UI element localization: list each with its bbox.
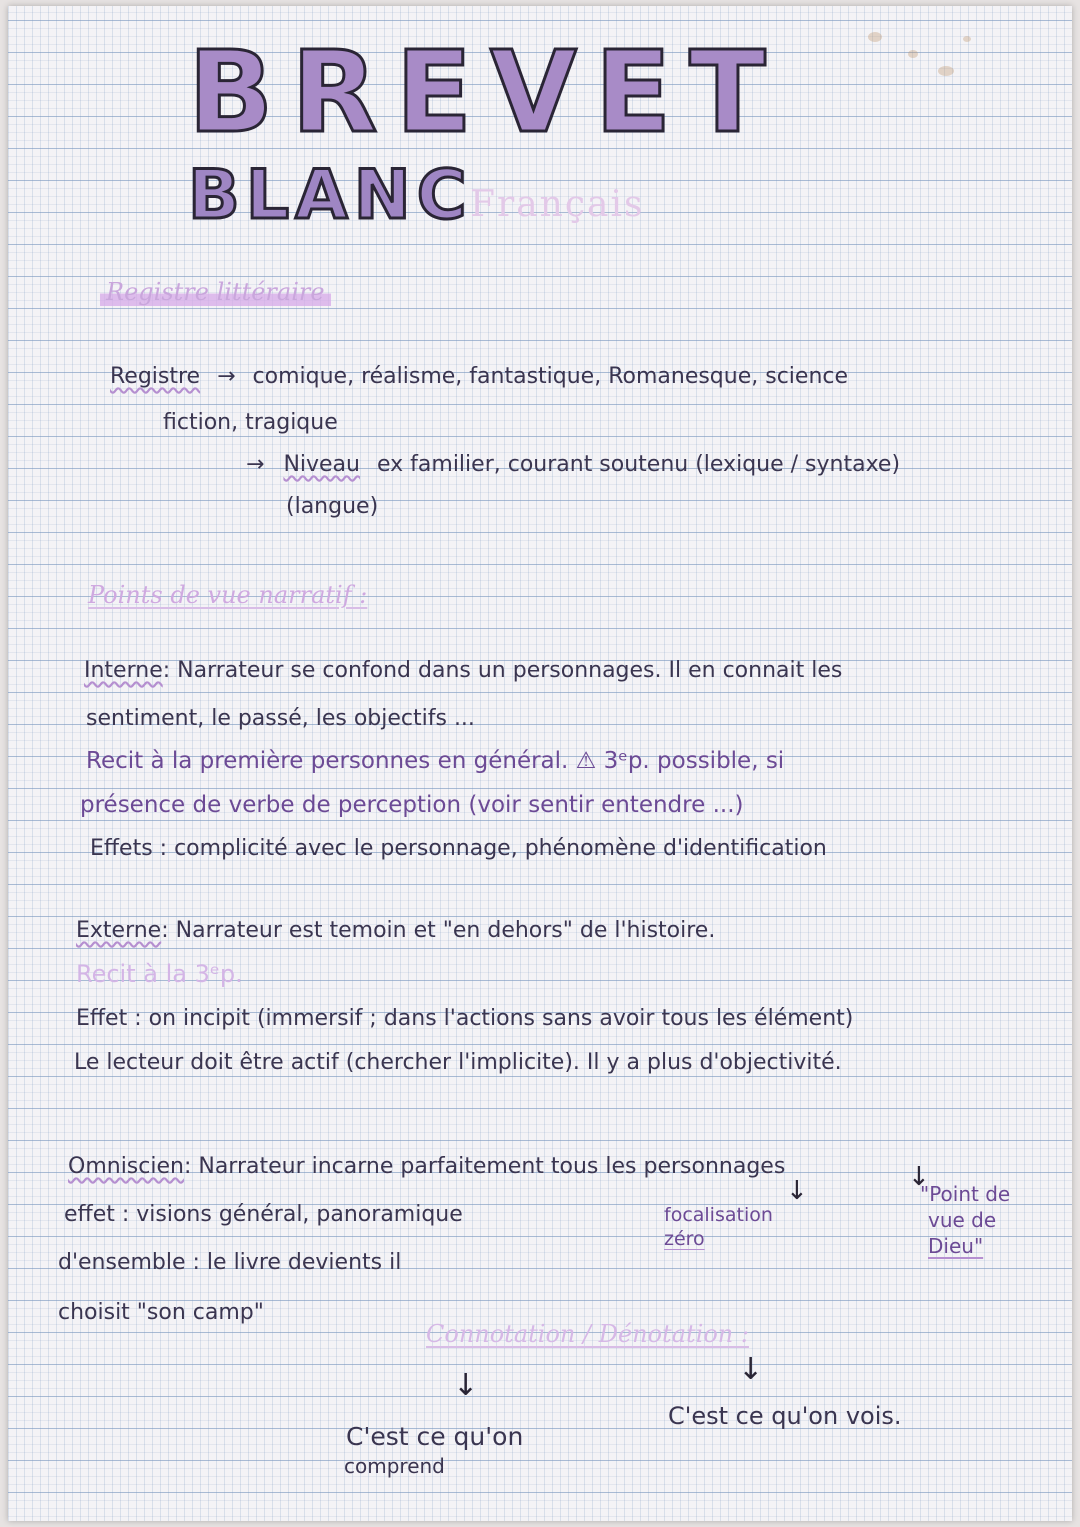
registre-list: comique, réalisme, fantastique, Romanesque, science <box>252 364 849 389</box>
subject-label: Français <box>470 184 645 225</box>
stain-decoration <box>963 36 971 42</box>
arrow-icon: → <box>246 452 265 477</box>
connotation-definition-1: C'est ce qu'on <box>346 1422 524 1451</box>
focalisation-label-1: focalisation <box>664 1204 773 1226</box>
interne-term: Interne <box>84 658 163 683</box>
arrow-down-icon: ↓ <box>453 1368 479 1403</box>
heading-text: Registre littéraire <box>100 278 331 306</box>
registre-line-1 <box>110 364 848 389</box>
notebook-page <box>8 6 1072 1521</box>
arrow-down-icon: ↓ <box>908 1162 930 1192</box>
omniscient-term: Omniscien <box>68 1154 184 1179</box>
niveau-term: Niveau <box>283 452 360 477</box>
arrow-down-icon: ↓ <box>786 1176 808 1206</box>
interne-line-5: Effets : complicité avec le personnage, phénomène d'identification <box>90 836 827 861</box>
interne-line-4: présence de verbe de perception (voir sentir entendre ...) <box>80 792 744 818</box>
externe-line-4: Le lecteur doit être actif (chercher l'implicite). Il y a plus d'objectivité. <box>74 1050 842 1075</box>
stain-decoration <box>938 66 954 76</box>
registre-line-3 <box>246 452 900 477</box>
interne-def: : Narrateur se confond dans un personnages. Il en connait les <box>162 658 843 683</box>
interne-line-3: Recit à la première personnes en général. ⚠ 3ᵉp. possible, si <box>86 748 785 774</box>
page-subtitle: BLANC <box>188 156 473 235</box>
section-heading-points-de-vue: Points de vue narratif : <box>88 581 368 609</box>
page-title: BREVET <box>188 28 784 158</box>
arrow-icon: → <box>217 364 236 389</box>
stain-decoration <box>908 50 918 58</box>
externe-line-3: Effet : on incipit (immersif ; dans l'actions sans avoir tous les élément) <box>76 1006 854 1031</box>
registre-term: Registre <box>110 364 201 389</box>
omniscient-line-2: effet : visions général, panoramique <box>64 1202 463 1227</box>
externe-line-1 <box>76 918 715 943</box>
externe-def: : Narrateur est temoin et "en dehors" de l'histoire. <box>161 918 716 943</box>
point-de-vue-dieu-label-1: "Point de <box>920 1182 1011 1206</box>
stain-decoration <box>868 32 882 42</box>
niveau-list: ex familier, courant soutenu (lexique / syntaxe) <box>377 452 901 477</box>
point-de-vue-dieu-label-2: vue de <box>928 1208 997 1232</box>
denotation-definition: C'est ce qu'on vois. <box>668 1402 902 1430</box>
section-heading-registre <box>100 278 331 306</box>
registre-line-4: (langue) <box>286 494 379 519</box>
omniscient-line-3: d'ensemble : le livre devients il <box>58 1250 402 1275</box>
omniscient-def: : Narrateur incarne parfaitement tous les personnages <box>183 1154 786 1179</box>
registre-line-2: fiction, tragique <box>163 410 338 435</box>
connotation-definition-2: comprend <box>344 1454 445 1478</box>
externe-term: Externe <box>76 918 162 943</box>
focalisation-label-2: zéro <box>664 1228 705 1250</box>
arrow-down-icon: ↓ <box>738 1352 764 1387</box>
section-heading-connotation: Connotation / Dénotation : <box>426 1320 749 1348</box>
interne-line-2: sentiment, le passé, les objectifs ... <box>86 706 475 731</box>
omniscient-line-1 <box>68 1154 785 1179</box>
externe-line-2: Recit à la 3ᵉp. <box>76 960 243 988</box>
omniscient-line-4: choisit "son camp" <box>58 1300 264 1325</box>
point-de-vue-dieu-label-3: Dieu" <box>928 1234 984 1258</box>
interne-line-1 <box>84 658 842 683</box>
